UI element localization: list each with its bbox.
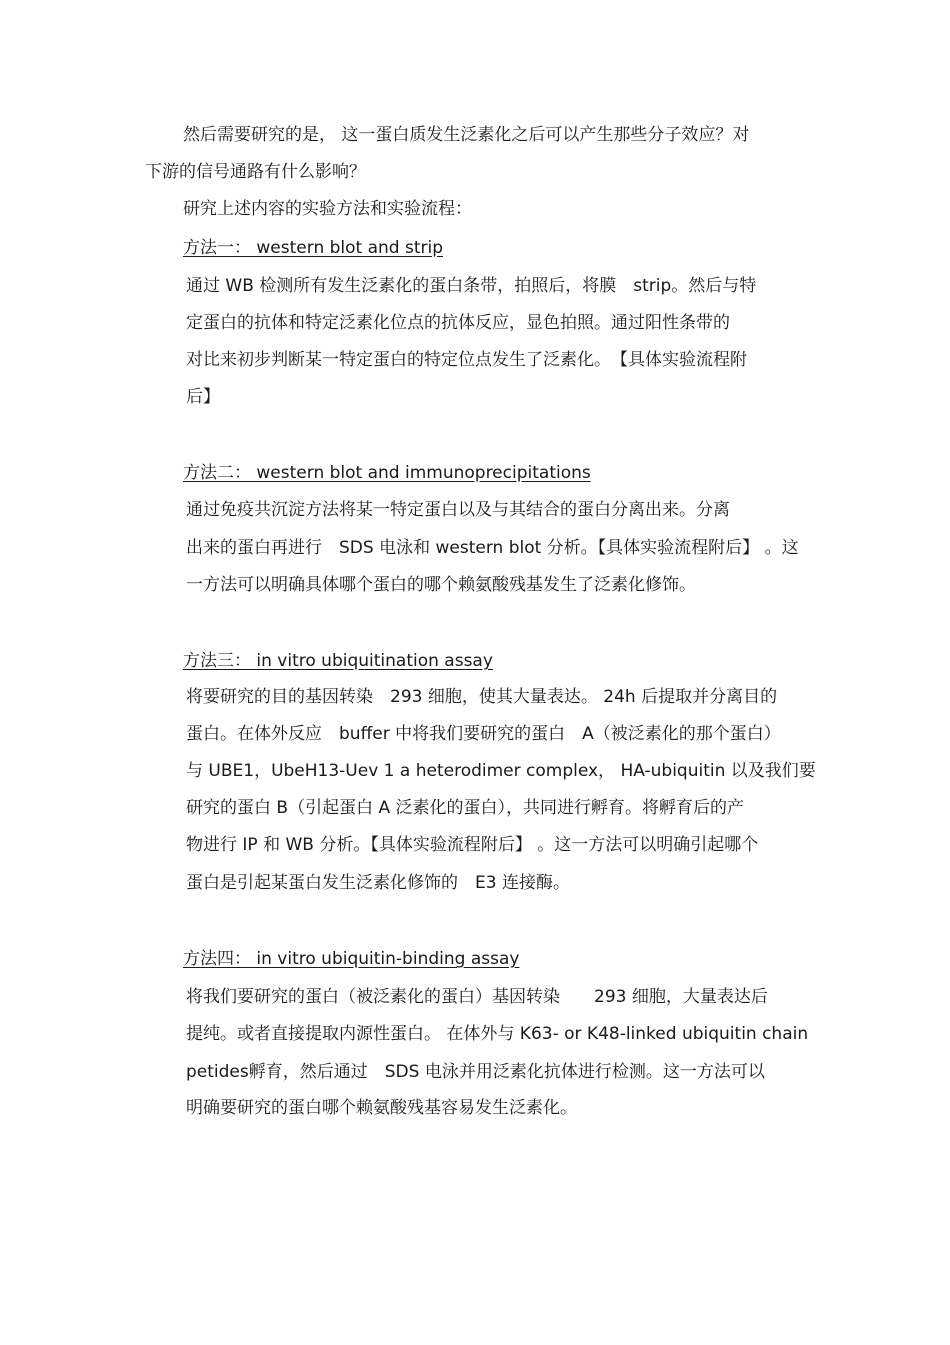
method3-line-4: 研究的蛋白 B（引起蛋白 A 泛素化的蛋白），共同进行孵育。将孵育后的产 [186,798,745,818]
method2-line-3: 一方法可以明确具体哪个蛋白的哪个赖氨酸残基发生了泛素化修饰。 [186,575,696,595]
method3-line-2: 蛋白。在体外反应 buffer 中将我们要研究的蛋白 A（被泛素化的那个蛋白） [186,724,781,744]
method2-heading: 方法二： western blot and immunoprecipitations [183,463,591,483]
method4-line-2: 提纯。或者直接提取内源性蛋白。 在体外与 K63- or K48-linked ubiquitin chain [186,1024,809,1044]
method3-line-6: 蛋白是引起某蛋白发生泛素化修饰的 E3 连接酶。 [186,873,570,893]
method1-line-4: 后】 [186,387,220,407]
intro-line-2: 下游的信号通路有什么影响？ [145,162,366,182]
method2-line-1: 通过免疫共沉淀方法将某一特定蛋白以及与其结合的蛋白分离出来。分离 [186,500,730,520]
method4-line-3: petides孵育，然后通过 SDS 电泳并用泛素化抗体进行检测。这一方法可以 [186,1062,765,1082]
method3-line-1: 将要研究的目的基因转染 293 细胞，使其大量表达。 24h 后提取并分离目的 [186,687,778,707]
method3-heading: 方法三： in vitro ubiquitination assay [183,651,493,671]
intro-line-3: 研究上述内容的实验方法和实验流程： [183,199,472,219]
method1-line-2: 定蛋白的抗体和特定泛素化位点的抗体反应，显色拍照。通过阳性条带的 [186,313,730,333]
method4-heading: 方法四： in vitro ubiquitin-binding assay [183,949,520,969]
intro-line-1: 然后需要研究的是， 这一蛋白质发生泛素化之后可以产生那些分子效应？对 [183,125,750,145]
method3-line-3: 与 UBE1，UbeH13-Uev 1 a heterodimer complex， HA-ubiquitin 以及我们要 [186,761,816,781]
method3-line-5: 物进行 IP 和 WB 分析。【具体实验流程附后】 。这一方法可以明确引起哪个 [186,835,759,855]
method1-line-1: 通过 WB 检测所有发生泛素化的蛋白条带，拍照后，将膜 strip。然后与特 [186,276,757,296]
method1-line-3: 对比来初步判断某一特定蛋白的特定位点发生了泛素化。 【具体实验流程附 [186,350,747,370]
method1-heading: 方法一： western blot and strip [183,238,444,258]
method4-line-4: 明确要研究的蛋白哪个赖氨酸残基容易发生泛素化。 [186,1098,577,1118]
method2-line-2: 出来的蛋白再进行 SDS 电泳和 western blot 分析。【具体实验流程附后】 。这 [186,538,799,558]
method4-line-1: 将我们要研究的蛋白（被泛素化的蛋白）基因转染 293 细胞，大量表达后 [186,987,768,1007]
